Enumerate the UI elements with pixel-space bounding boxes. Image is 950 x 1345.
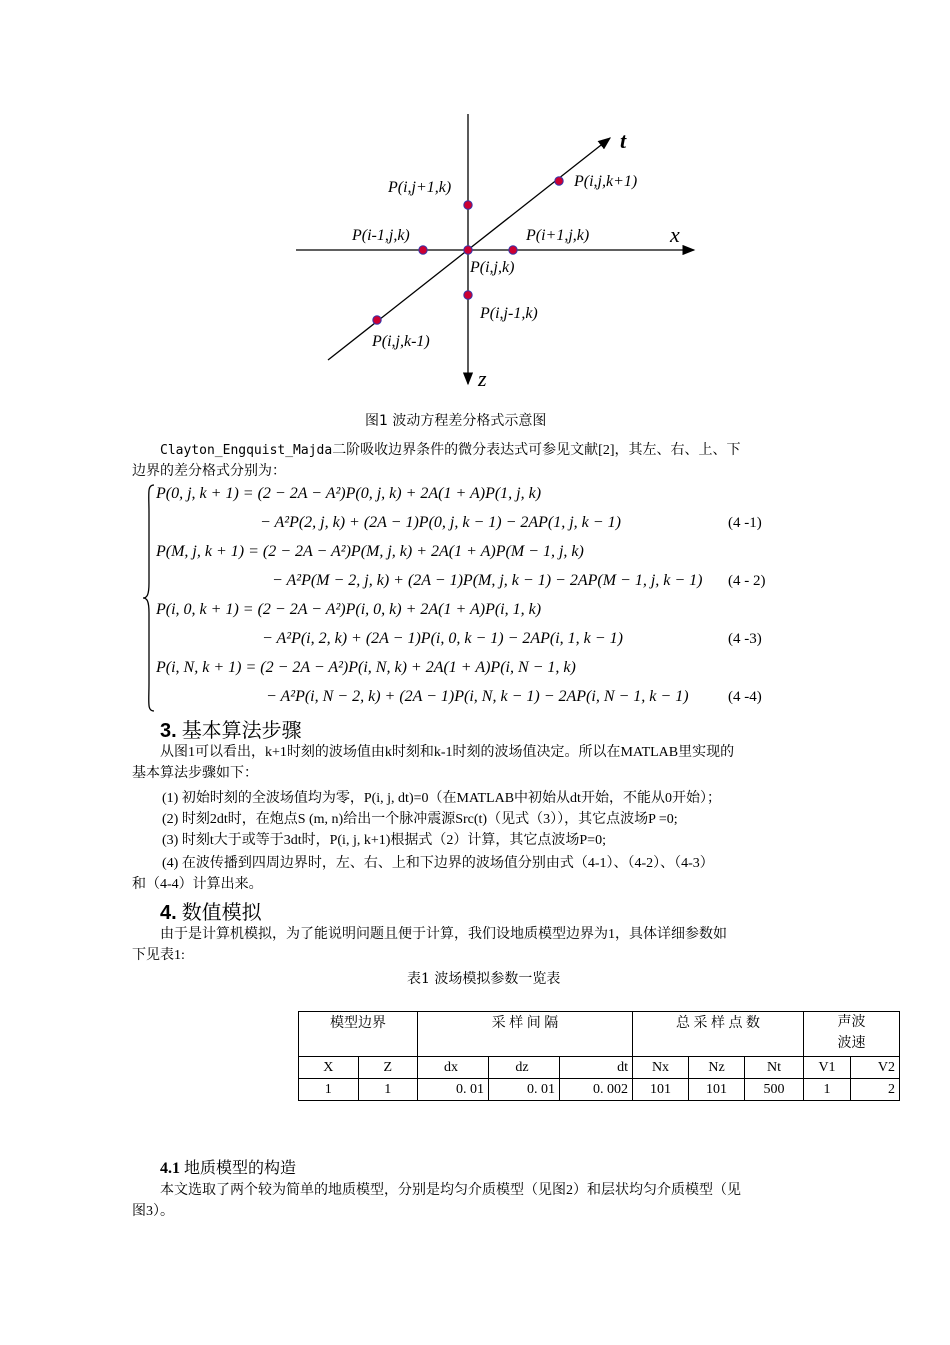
step-4-continued: 和（4-4）计算出来。	[132, 877, 263, 892]
intro-mono-text: Clayton_Engquist_Majda	[160, 443, 333, 458]
header-z: Z	[358, 1057, 418, 1079]
value-dt: 0. 002	[560, 1079, 633, 1101]
x-axis-label: x	[670, 222, 680, 247]
eq4-line-a: P(i, N, k + 1) = (2 − 2A − A²)P(i, N, k) + 2A(1 + A)P(i, N − 1, k)	[156, 659, 576, 676]
header-dx: dx	[418, 1057, 489, 1079]
eq4-line-b: − A²P(i, N − 2, k) + (2A − 1)P(i, N, k − 1) − 2AP(i, N − 1, k − 1)	[266, 688, 689, 705]
value-nt: 500	[745, 1079, 804, 1101]
eq1-line-a: P(0, j, k + 1) = (2 − 2A − A²)P(0, j, k) + 2A(1 + A)P(1, j, k)	[156, 485, 542, 502]
eq1-number: (4 -1)	[728, 515, 762, 531]
section-41-number: 4.1	[160, 1160, 180, 1177]
section-4-para1: 由于是计算机模拟，为了能说明问题且便于计算，我们设地质模型边界为1，具体详细参数如	[160, 927, 727, 942]
value-z: 1	[358, 1079, 418, 1101]
value-nz: 101	[689, 1079, 745, 1101]
table-header-row	[299, 1057, 900, 1079]
z-axis-label: z	[478, 366, 487, 391]
header-dt: dt	[560, 1057, 633, 1079]
section-41-para2: 图3）。	[132, 1204, 174, 1219]
header-v2: V2	[851, 1057, 900, 1079]
stencil-diagram	[280, 100, 720, 400]
intro-paragraph	[132, 440, 848, 461]
value-dx: 0. 01	[418, 1079, 489, 1101]
eq1-line-b: − A²P(2, j, k) + (2A − 1)P(0, j, k − 1) − 2AP(1, j, k − 1)	[260, 514, 621, 531]
header-nz: Nz	[689, 1057, 745, 1079]
value-dz: 0. 01	[489, 1079, 560, 1101]
eq2-number: (4 - 2)	[728, 573, 766, 589]
point-down	[464, 291, 472, 299]
group-velocity: 声波 波速	[804, 1012, 900, 1057]
parameter-table	[298, 1011, 900, 1101]
equation-brace	[142, 483, 156, 713]
header-v1: V1	[804, 1057, 851, 1079]
table-caption: 表1 波场模拟参数一览表	[407, 971, 561, 987]
section-3-number: 3.	[160, 720, 177, 742]
step-3: (3) 时刻t大于或等于3dt时，P(i, j, k+1)根据式（2）计算，其它点波场P=0;	[162, 833, 606, 848]
eq2-line-b: − A²P(M − 2, j, k) + (2A − 1)P(M, j, k − 1) − 2AP(M − 1, j, k − 1)	[272, 572, 703, 589]
intro-line2: 边界的差分格式分别为：	[132, 464, 286, 479]
step-1: (1) 初始时刻的全波场值均为零，P(i, j, dt)=0（在MATLAB中初始从dt开始，不能从0开始）；	[162, 791, 721, 806]
t-axis-label: t	[620, 128, 627, 153]
intro-text: 二阶吸收边界条件的微分表达式可参见文献[2]，其左、右、上、下	[332, 443, 741, 458]
section-4-title: 数值模拟	[181, 902, 262, 924]
group-model-boundary: 模型边界	[299, 1012, 418, 1057]
label-p-up: P(i,j+1,k)	[388, 179, 452, 196]
figure-caption: 图1 波动方程差分格式示意图	[365, 413, 547, 429]
point-up	[464, 201, 472, 209]
header-nt: Nt	[745, 1057, 804, 1079]
eq2-line-a: P(M, j, k + 1) = (2 − 2A − A²)P(M, j, k) + 2A(1 + A)P(M − 1, j, k)	[156, 543, 584, 560]
step-4: (4) 在波传播到四周边界时，左、右、上和下边界的波场值分别由式（4-1）、（4-2）、（4-3）	[162, 856, 714, 871]
point-tplus	[555, 177, 563, 185]
label-p-tminus: P(i,j,k-1)	[372, 333, 430, 350]
section-3-heading	[160, 714, 302, 743]
eq3-line-a: P(i, 0, k + 1) = (2 − 2A − A²)P(i, 0, k) + 2A(1 + A)P(i, 1, k)	[156, 601, 542, 618]
header-dz: dz	[489, 1057, 560, 1079]
point-center	[464, 246, 472, 254]
label-p-right: P(i+1,j,k)	[526, 227, 590, 244]
figure-1	[280, 100, 720, 400]
section-3-para2: 基本算法步骤如下：	[132, 766, 258, 781]
eq4-number: (4 -4)	[728, 689, 762, 705]
point-tminus	[373, 316, 381, 324]
section-3-para1: 从图1可以看出，k+1时刻的波场值由k时刻和k-1时刻的波场值决定。所以在MATLAB里实现的	[160, 745, 735, 760]
value-x: 1	[299, 1079, 359, 1101]
section-41-heading	[160, 1155, 296, 1178]
eq3-number: (4 -3)	[728, 631, 762, 647]
section-4-heading	[160, 896, 262, 925]
value-nx: 101	[633, 1079, 689, 1101]
step-2: (2) 时刻2dt时，在炮点S (m, n)给出一个脉冲震源Src(t)（见式（3）），其它点波场P =0;	[162, 812, 678, 827]
header-x: X	[299, 1057, 359, 1079]
eq3-line-b: − A²P(i, 2, k) + (2A − 1)P(i, 0, k − 1) − 2AP(i, 1, k − 1)	[262, 630, 623, 647]
table-value-row	[299, 1079, 900, 1101]
label-p-center: P(i,j,k)	[470, 259, 515, 276]
section-41-para1: 本文选取了两个较为简单的地质模型，分别是均匀介质模型（见图2）和层状均匀介质模型（见	[160, 1183, 741, 1198]
value-v1: 1	[804, 1079, 851, 1101]
section-3-title: 基本算法步骤	[181, 720, 302, 742]
group-sampling-interval: 采 样 间 隔	[418, 1012, 633, 1057]
group-total-samples: 总 采 样 点 数	[633, 1012, 804, 1057]
label-p-down: P(i,j-1,k)	[480, 305, 538, 322]
point-right	[509, 246, 517, 254]
header-nx: Nx	[633, 1057, 689, 1079]
point-left	[419, 246, 427, 254]
section-41-title: 地质模型的构造	[184, 1160, 297, 1177]
section-4-number: 4.	[160, 902, 177, 924]
label-p-tplus: P(i,j,k+1)	[574, 173, 638, 190]
section-4-para2: 下见表1:	[132, 948, 185, 963]
label-p-left: P(i-1,j,k)	[352, 227, 410, 244]
value-v2: 2	[851, 1079, 900, 1101]
